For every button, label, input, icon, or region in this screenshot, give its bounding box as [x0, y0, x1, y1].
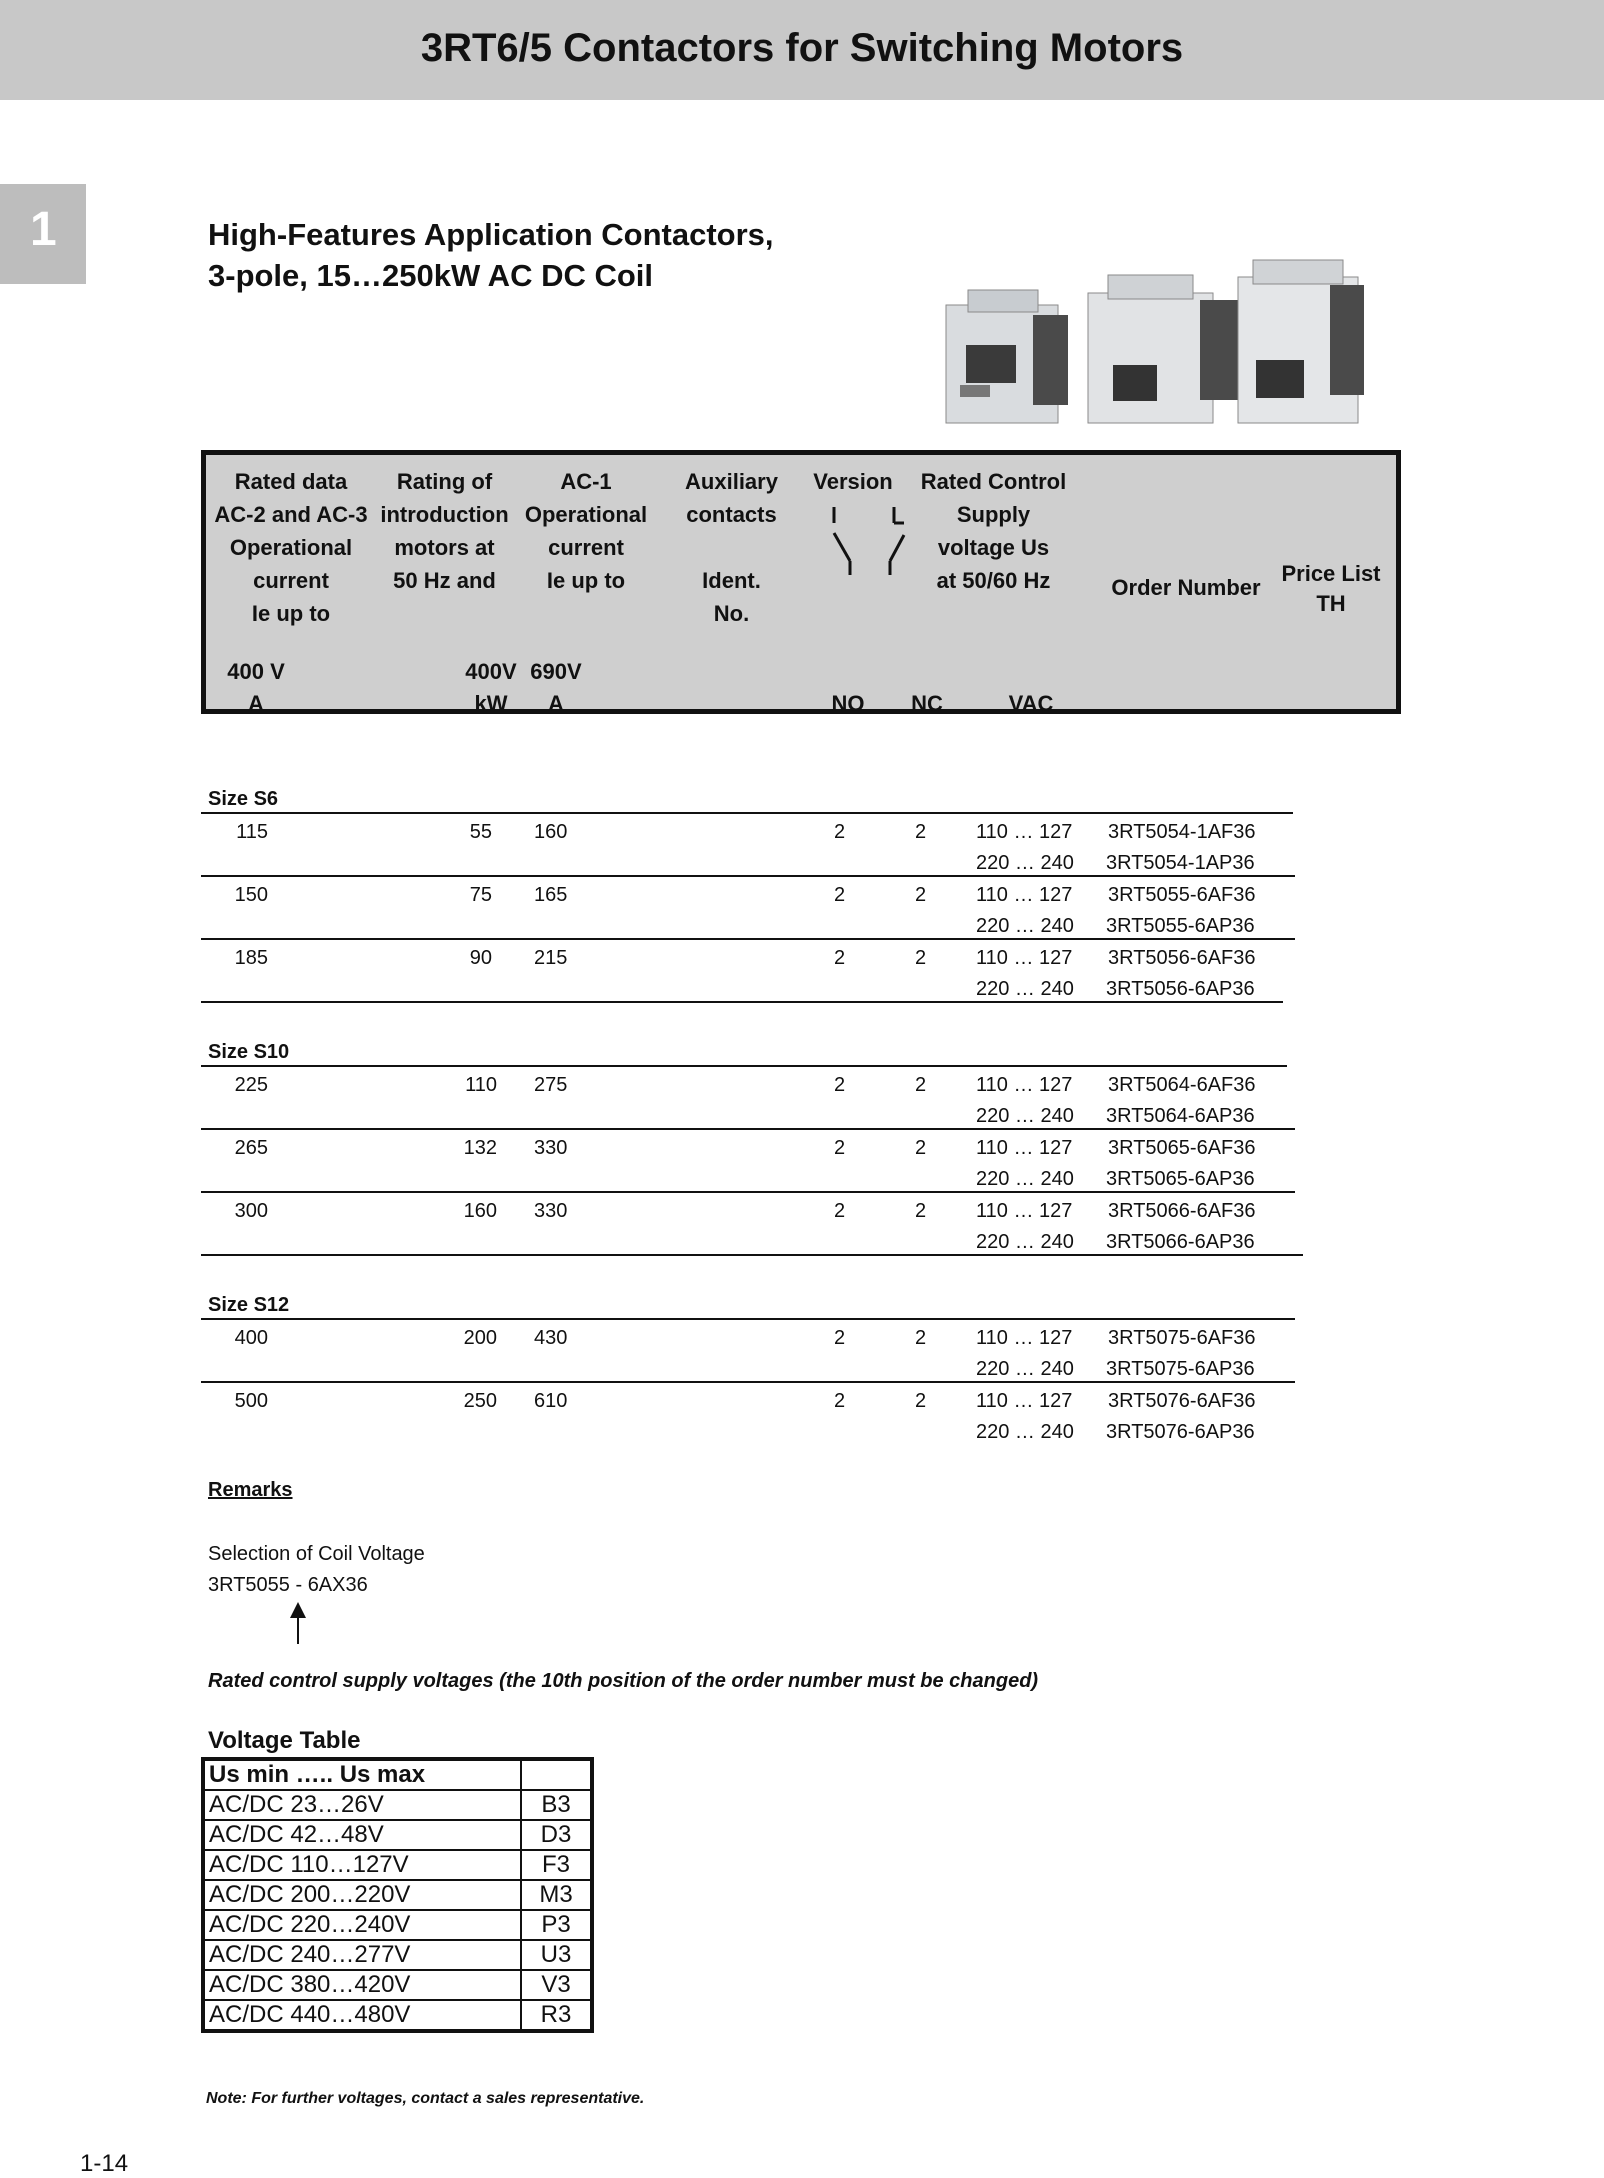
voltage-code: D3 — [521, 1820, 592, 1850]
voltage-range: AC/DC 200…220V — [203, 1880, 521, 1910]
cell-no: 2 — [834, 821, 846, 843]
table-row — [203, 1910, 592, 1940]
unit-nc: NC — [911, 691, 943, 716]
product-photo — [938, 255, 1368, 427]
cell-kw: 55 — [469, 821, 492, 843]
page-number: 1-14 — [80, 2150, 129, 2177]
cell-nc: 2 — [915, 1200, 927, 1222]
page-title: 3RT6/5 Contactors for Switching Motors — [420, 26, 1184, 70]
size-label: Size S6 — [208, 788, 279, 810]
table-row — [203, 1820, 592, 1850]
coil-voltage-selection-label: Selection of Coil Voltage — [208, 1543, 425, 1565]
row-divider — [201, 938, 1295, 940]
voltage-table-header: Us min ….. Us max — [203, 1759, 521, 1790]
cell-ac1: 275 — [534, 1074, 568, 1096]
cell-ac1: 215 — [534, 947, 568, 969]
cell-voltage: 110 … 127 — [976, 1137, 1073, 1159]
cell-voltage: 110 … 127 — [976, 821, 1073, 843]
cell-kw: 110 — [465, 1074, 497, 1096]
header-ac1-current: AC-1 Operational current Ie up to — [524, 469, 648, 593]
cell-kw: 160 — [463, 1200, 497, 1222]
cell-order-number: 3RT5076-6AP36 — [1106, 1421, 1255, 1443]
cell-voltage: 110 … 127 — [976, 1327, 1073, 1349]
coil-voltage-example: 3RT5055 - 6AX36 — [208, 1574, 368, 1596]
cell-voltage: 220 … 240 — [976, 1231, 1074, 1253]
cell-no: 2 — [834, 1327, 846, 1349]
table-row — [203, 1790, 592, 1820]
cell-nc: 2 — [915, 1390, 927, 1412]
cell-ie: 265 — [234, 1137, 268, 1159]
cell-nc: 2 — [915, 1074, 927, 1096]
cell-voltage: 220 … 240 — [976, 978, 1074, 1000]
cell-kw: 75 — [469, 884, 492, 906]
unit-690v: 690V — [530, 659, 582, 684]
arrow-up-icon — [286, 1600, 310, 1646]
cell-order-number: 3RT5066-6AP36 — [1106, 1231, 1255, 1253]
cell-ie: 300 — [234, 1200, 268, 1222]
header-rated-data: Rated data AC-2 and AC-3 Operational current Ie up to — [214, 469, 368, 626]
header-rating-motors: Rating of introduction motors at 50 Hz and — [380, 469, 509, 593]
voltage-table-header-code — [521, 1759, 592, 1790]
voltage-code: U3 — [521, 1940, 592, 1970]
cell-voltage: 110 … 127 — [976, 1074, 1073, 1096]
cell-ac1: 610 — [534, 1390, 568, 1412]
cell-no: 2 — [834, 1074, 846, 1096]
cell-ac1: 330 — [534, 1137, 568, 1159]
table-row — [203, 1880, 592, 1910]
cell-voltage: 110 … 127 — [976, 1200, 1073, 1222]
cell-no: 2 — [834, 1137, 846, 1159]
contactor-medium — [1088, 275, 1238, 423]
row-divider — [201, 1254, 1303, 1256]
cell-order-number: 3RT5075-6AP36 — [1106, 1358, 1255, 1380]
table-row — [203, 2000, 592, 2031]
cell-order-number: 3RT5064-6AP36 — [1106, 1105, 1255, 1127]
contact-symbol-icon — [816, 503, 906, 578]
voltage-range: AC/DC 380…420V — [203, 1970, 521, 2000]
unit-kw: kW — [474, 691, 508, 716]
cell-order-number: 3RT5054-1AP36 — [1106, 852, 1255, 874]
unit-a: A — [248, 691, 264, 716]
row-divider — [201, 875, 1295, 877]
cell-voltage: 110 … 127 — [976, 1390, 1073, 1412]
cell-voltage: 220 … 240 — [976, 1358, 1074, 1380]
section-tab-number: 1 — [30, 203, 57, 256]
cell-ie: 185 — [234, 947, 268, 969]
cell-nc: 2 — [915, 1137, 927, 1159]
voltage-range: AC/DC 220…240V — [203, 1910, 521, 1940]
voltage-code: B3 — [521, 1790, 592, 1820]
cell-order-number: 3RT5055-6AP36 — [1106, 915, 1255, 937]
cell-voltage: 110 … 127 — [976, 947, 1073, 969]
unit-a-690: A — [548, 691, 564, 716]
cell-no: 2 — [834, 947, 846, 969]
cell-no: 2 — [834, 1390, 846, 1412]
section-heading — [208, 214, 774, 296]
unit-vac: VAC — [1008, 691, 1054, 716]
table-row — [203, 1759, 592, 1790]
cell-kw: 90 — [469, 947, 492, 969]
contactor-small — [946, 290, 1068, 423]
footer-note: Note: For further voltages, contact a sales representative. — [206, 2090, 645, 2107]
cell-ac1: 165 — [534, 884, 568, 906]
header-order-number: Order Number — [1111, 575, 1261, 600]
section-tab — [0, 184, 86, 284]
section-heading-line2: 3-pole, 15…250kW AC DC Coil — [208, 258, 654, 293]
cell-ac1: 430 — [534, 1327, 568, 1349]
voltage-table-title: Voltage Table — [208, 1727, 361, 1754]
unit-400v-kw: 400V — [465, 659, 517, 684]
cell-no: 2 — [834, 1200, 846, 1222]
voltage-code: R3 — [521, 2000, 592, 2031]
cell-order-number: 3RT5066-6AF36 — [1108, 1200, 1256, 1222]
cell-ac1: 330 — [534, 1200, 568, 1222]
row-divider — [201, 1191, 1295, 1193]
header-price-list: Price List TH — [1281, 561, 1381, 616]
cell-nc: 2 — [915, 884, 927, 906]
cell-order-number: 3RT5056-6AF36 — [1108, 947, 1256, 969]
unit-400v: 400 V — [227, 659, 285, 684]
cell-voltage: 110 … 127 — [976, 884, 1073, 906]
contactor-large — [1238, 260, 1364, 423]
voltage-table — [201, 1757, 594, 2033]
rated-voltage-note: Rated control supply voltages (the 10th position of the order number must be changed) — [208, 1670, 1039, 1692]
voltage-code: M3 — [521, 1880, 592, 1910]
cell-order-number: 3RT5076-6AF36 — [1108, 1390, 1256, 1412]
section-heading-line1: High-Features Application Contactors, — [208, 217, 774, 252]
size-label: Size S10 — [208, 1041, 290, 1063]
page-header-bar — [0, 0, 1604, 100]
cell-no: 2 — [834, 884, 846, 906]
voltage-range: AC/DC 240…277V — [203, 1940, 521, 1970]
cell-order-number: 3RT5064-6AF36 — [1108, 1074, 1256, 1096]
cell-voltage: 220 … 240 — [976, 852, 1074, 874]
cell-ie: 225 — [234, 1074, 268, 1096]
cell-nc: 2 — [915, 947, 927, 969]
cell-order-number: 3RT5056-6AP36 — [1106, 978, 1255, 1000]
row-divider — [201, 1381, 1295, 1383]
cell-voltage: 220 … 240 — [976, 1105, 1074, 1127]
voltage-range: AC/DC 440…480V — [203, 2000, 521, 2031]
size-label: Size S12 — [208, 1294, 290, 1316]
cell-kw: 250 — [463, 1390, 497, 1412]
cell-ie: 150 — [234, 884, 268, 906]
cell-voltage: 220 … 240 — [976, 1421, 1074, 1443]
header-auxiliary-contacts: Auxiliary contacts Ident. No. — [685, 469, 778, 626]
header-rated-control-voltage: Rated Control Supply voltage Us at 50/60 Hz — [920, 469, 1067, 593]
voltage-range: AC/DC 42…48V — [203, 1820, 521, 1850]
cell-ac1: 160 — [534, 821, 568, 843]
voltage-range: AC/DC 110…127V — [203, 1850, 521, 1880]
unit-no: NO — [831, 691, 865, 716]
cell-ie: 500 — [234, 1390, 268, 1412]
size-divider — [201, 812, 1293, 814]
cell-kw: 200 — [463, 1327, 497, 1349]
voltage-code: F3 — [521, 1850, 592, 1880]
table-header-box — [201, 450, 1401, 714]
voltage-code: P3 — [521, 1910, 592, 1940]
cell-order-number: 3RT5065-6AF36 — [1108, 1137, 1256, 1159]
voltage-code: V3 — [521, 1970, 592, 2000]
cell-nc: 2 — [915, 1327, 927, 1349]
size-divider — [201, 1318, 1295, 1320]
table-row — [203, 1940, 592, 1970]
header-version: Version — [813, 469, 893, 494]
cell-voltage: 220 … 240 — [976, 1168, 1074, 1190]
cell-order-number: 3RT5075-6AF36 — [1108, 1327, 1256, 1349]
table-row — [203, 1850, 592, 1880]
size-divider — [201, 1065, 1287, 1067]
table-row — [203, 1970, 592, 2000]
cell-order-number: 3RT5065-6AP36 — [1106, 1168, 1255, 1190]
cell-nc: 2 — [915, 821, 927, 843]
row-divider — [201, 1128, 1295, 1130]
cell-ie: 115 — [236, 821, 268, 843]
cell-order-number: 3RT5054-1AF36 — [1108, 821, 1256, 843]
voltage-range: AC/DC 23…26V — [203, 1790, 521, 1820]
cell-ie: 400 — [234, 1327, 268, 1349]
cell-kw: 132 — [463, 1137, 497, 1159]
remarks-title: Remarks — [208, 1479, 293, 1501]
cell-voltage: 220 … 240 — [976, 915, 1074, 937]
row-divider — [201, 1001, 1283, 1003]
cell-order-number: 3RT5055-6AF36 — [1108, 884, 1256, 906]
